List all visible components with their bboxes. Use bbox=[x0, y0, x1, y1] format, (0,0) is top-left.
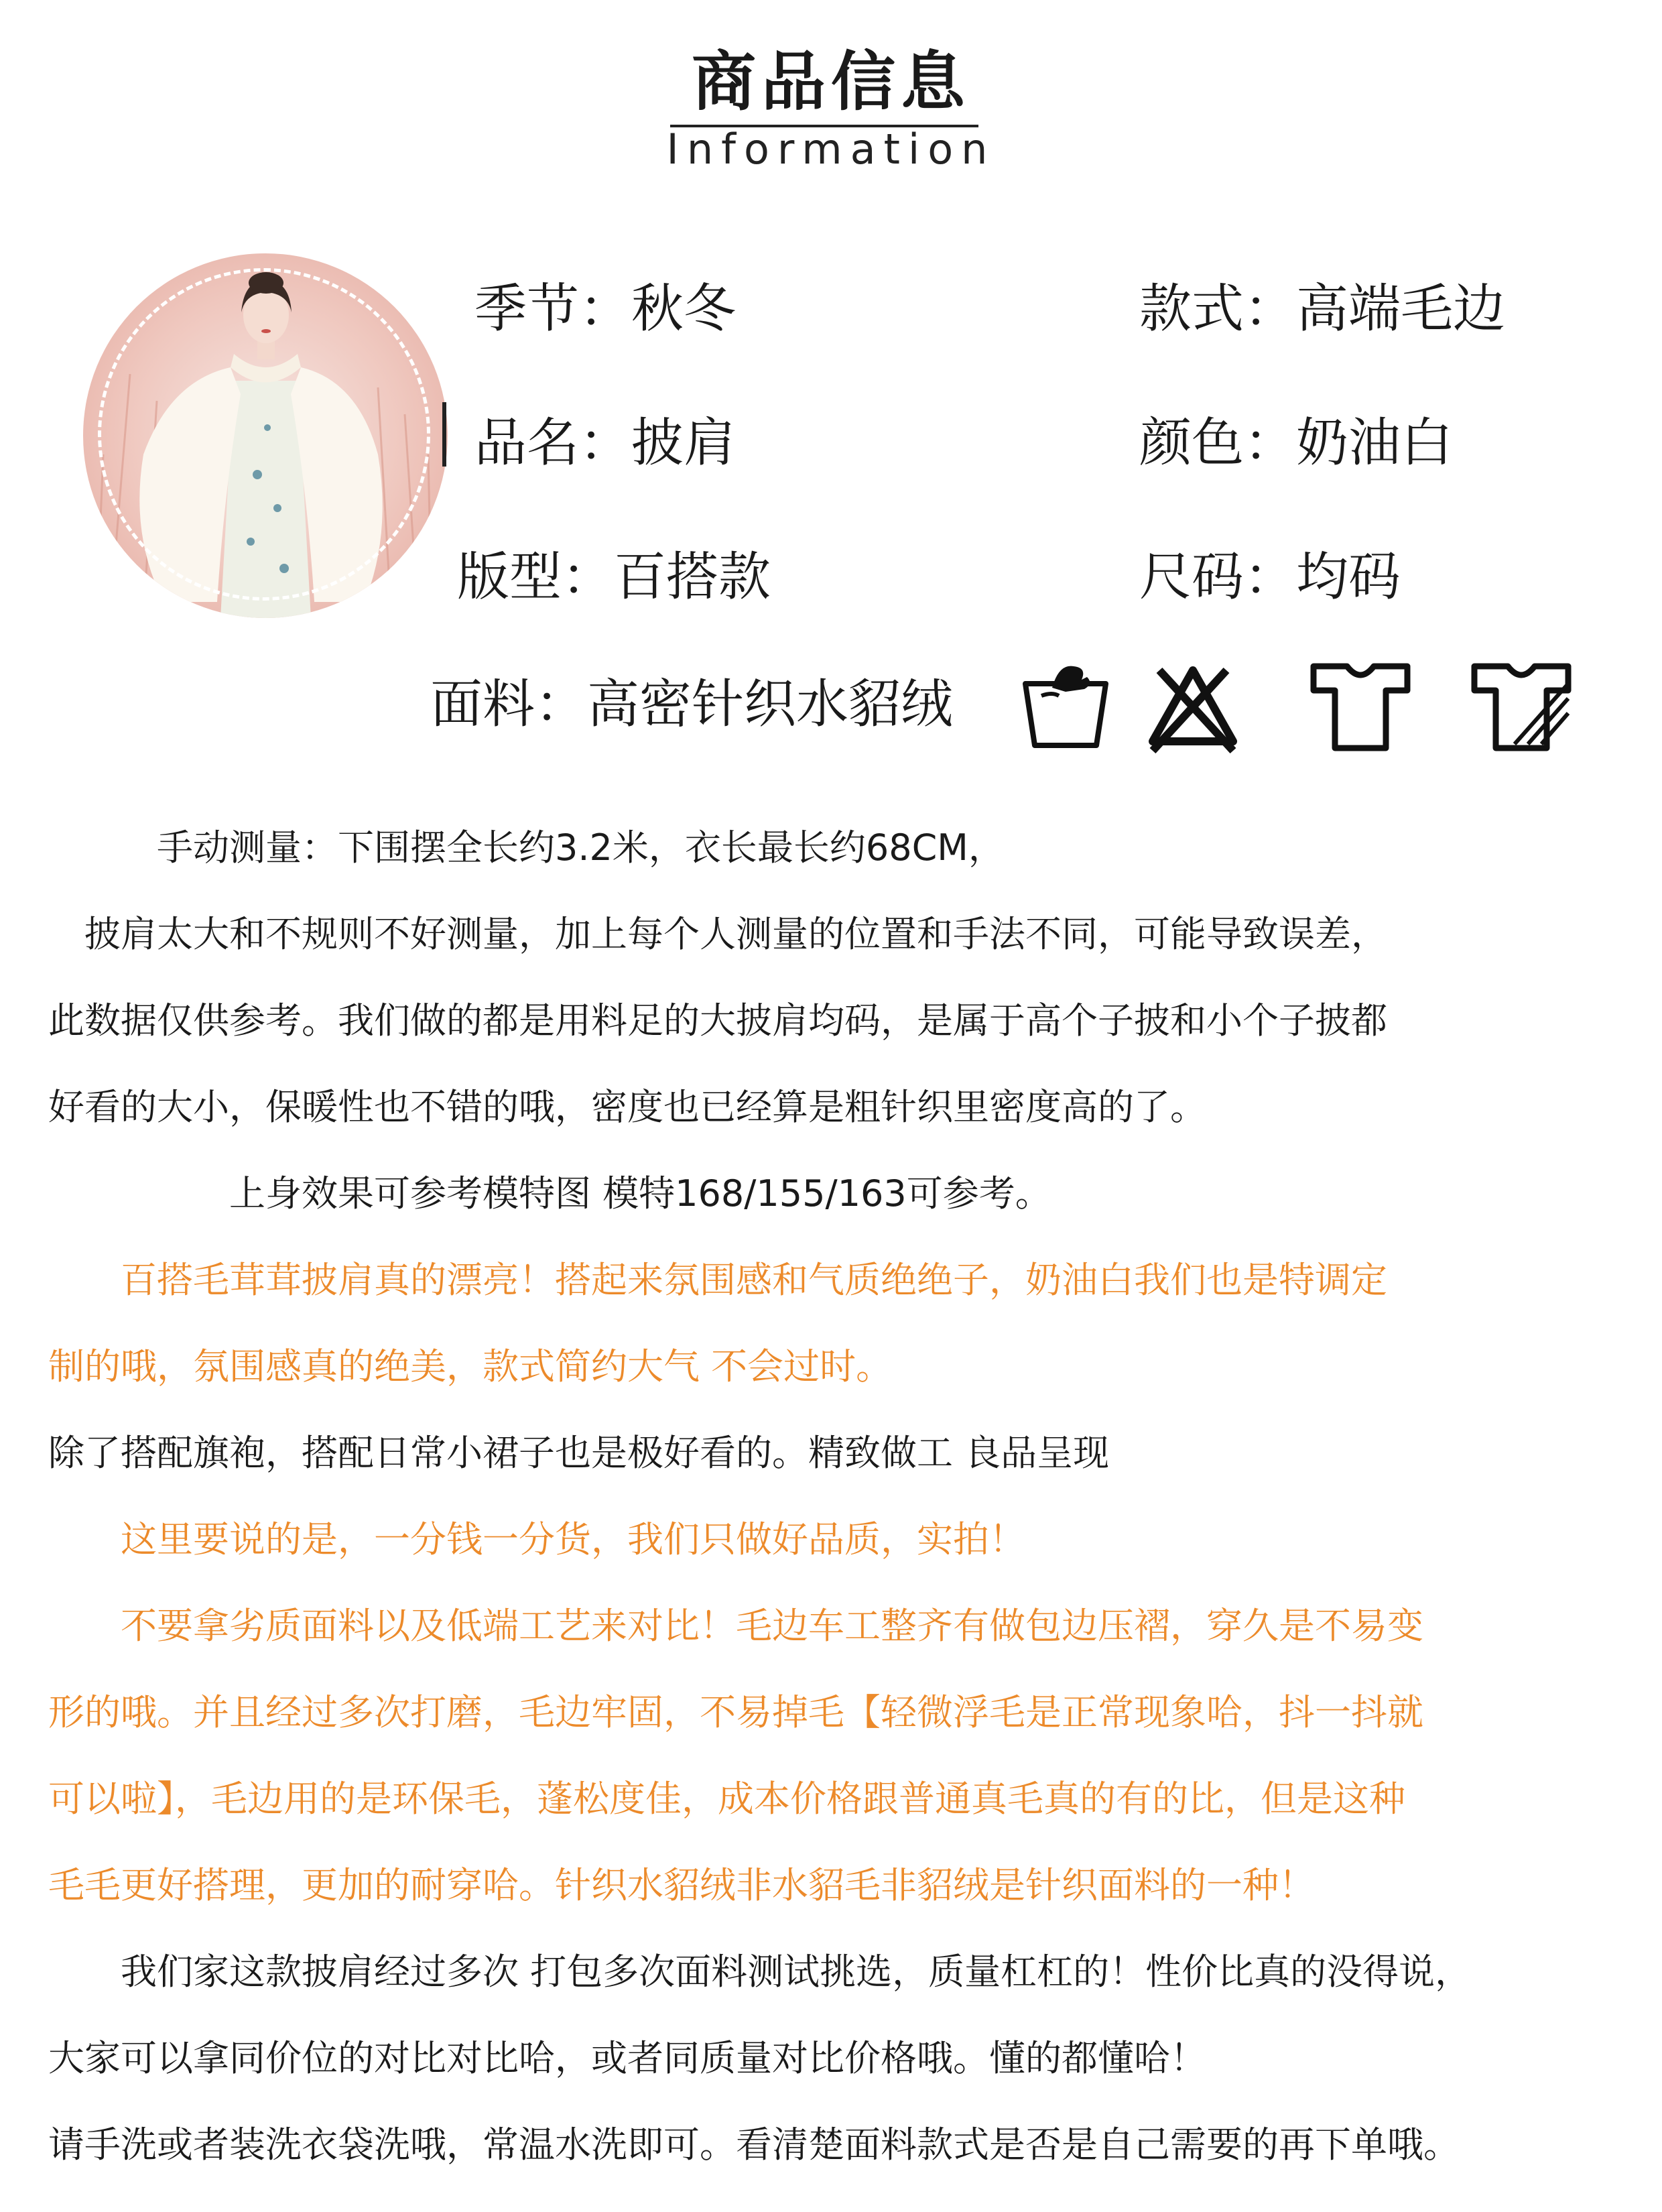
text-line: 不要拿劣质面料以及低端工艺来对比！毛边车工整齐有做包边压褶，穿久是不易变 bbox=[48, 1605, 1423, 1647]
text-line: 除了搭配旗袍，搭配日常小裙子也是极好看的。精致做工 良品呈现 bbox=[48, 1432, 1110, 1474]
text-line: 制的哦，氛围感真的绝美，款式简约大气 不会过时。 bbox=[48, 1345, 893, 1388]
attr-value: 秋冬 bbox=[631, 279, 737, 339]
no-bleach-icon bbox=[1139, 657, 1246, 757]
dry-flat-icon bbox=[1307, 657, 1414, 757]
text-line: 好看的大小，保暖性也不错的哦，密度也已经算是粗针织里密度高的了。 bbox=[48, 1086, 1206, 1128]
text-line: 形的哦。并且经过多次打磨，毛边牢固，不易掉毛【轻微浮毛是正常现象哈，抖一抖就 bbox=[48, 1691, 1423, 1733]
attr-fit bbox=[457, 535, 771, 610]
attr-label: 颜色： bbox=[1139, 413, 1297, 473]
attr-season bbox=[474, 267, 736, 342]
text-line: 上身效果可参考模特图 模特168/155/163可参考。 bbox=[48, 1172, 1051, 1215]
attr-fabric bbox=[430, 662, 953, 737]
text-line: 毛毛更好搭理，更加的耐穿哈。针织水貂绒非水貂毛非貂绒是针织面料的一种！ bbox=[48, 1864, 1315, 1906]
attr-label: 尺码： bbox=[1139, 547, 1297, 607]
attr-product-name bbox=[474, 401, 736, 476]
attr-label: 版型： bbox=[457, 547, 615, 607]
attr-color bbox=[1139, 401, 1453, 476]
highlight-paragraph-2 bbox=[48, 1496, 1616, 1928]
attr-size bbox=[1139, 535, 1401, 610]
attr-value: 高密针织水貂绒 bbox=[587, 674, 954, 735]
text-line: 大家可以拿同价位的对比对比哈，或者同质量对比价格哦。懂的都懂哈！ bbox=[48, 2037, 1206, 2079]
attr-value: 均码 bbox=[1296, 547, 1401, 607]
attr-label: 面料： bbox=[430, 674, 588, 735]
attr-label: 品名： bbox=[474, 413, 632, 473]
attr-value: 百搭款 bbox=[614, 547, 771, 607]
text-line: 此数据仅供参考。我们做的都是用料足的大披肩均码，是属于高个子披和小个子披都 bbox=[48, 999, 1387, 1042]
text-line: 我们家这款披肩经过多次 打包多次面料测试挑选，质量杠杠的！性价比真的没得说， bbox=[48, 1951, 1472, 1993]
text-line: 手动测量：下围摆全长约3.2米，衣长最长约68CM， bbox=[48, 826, 1005, 869]
text-line: 百搭毛茸茸披肩真的漂亮！搭起来氛围感和气质绝绝子，奶油白我们也是特调定 bbox=[48, 1259, 1387, 1301]
attr-value: 高端毛边 bbox=[1296, 279, 1506, 339]
photo-divider bbox=[442, 402, 446, 467]
page-subtitle: Information bbox=[666, 125, 996, 174]
measurement-paragraph bbox=[48, 804, 1616, 1237]
dry-in-shade-icon bbox=[1468, 657, 1575, 757]
quality-paragraph bbox=[48, 1928, 1616, 2188]
styling-paragraph bbox=[48, 1410, 1616, 1496]
text-line: 可以啦】，毛边用的是环保毛，蓬松度佳，成本价格跟普通真毛真的有的比，但是这种 bbox=[48, 1778, 1405, 1820]
photo-dashed-border bbox=[98, 268, 430, 601]
text-line: 披肩太大和不规则不好测量，加上每个人测量的位置和手法不同，可能导致误差， bbox=[48, 913, 1387, 955]
page-title: 商品信息 bbox=[692, 44, 970, 119]
attr-style bbox=[1139, 267, 1505, 342]
attr-label: 款式： bbox=[1139, 279, 1297, 339]
attr-label: 季节： bbox=[474, 279, 632, 339]
hand-wash-icon bbox=[1012, 657, 1119, 757]
text-line: 这里要说的是，一分钱一分货，我们只做好品质，实拍！ bbox=[48, 1518, 1025, 1560]
text-line: 请手洗或者装洗衣袋洗哦，常温水洗即可。看清楚面料款式是否是自己需要的再下单哦。 bbox=[48, 2124, 1460, 2166]
highlight-paragraph-1 bbox=[48, 1237, 1616, 1410]
attr-value: 奶油白 bbox=[1296, 413, 1454, 473]
attr-value: 披肩 bbox=[631, 413, 737, 473]
